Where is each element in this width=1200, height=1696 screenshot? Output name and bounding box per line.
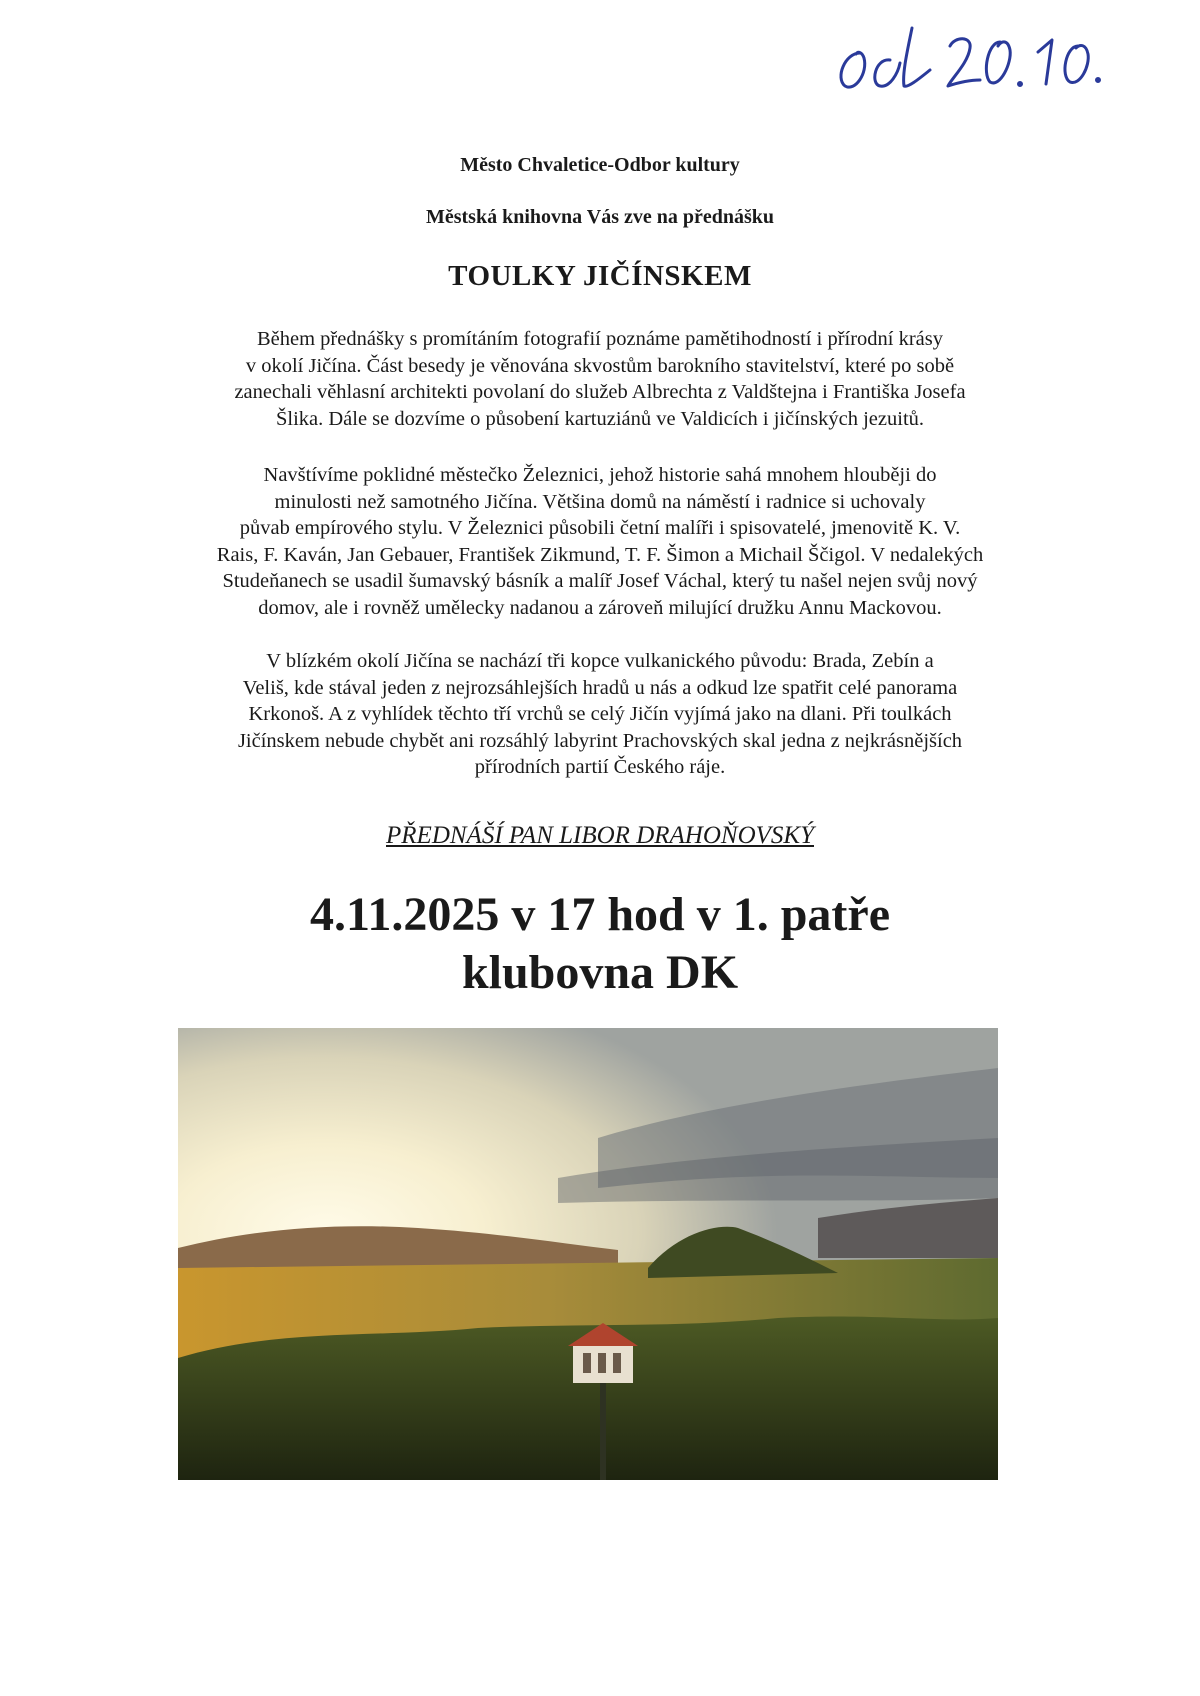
event-datetime (0, 886, 1200, 1002)
paragraph-line: Navštívíme poklidné městečko Železnici, jehož historie sahá mnohem hlouběji do (263, 464, 937, 486)
paragraph-line: V blízkém okolí Jičína se nachází tři kopce vulkanického původu: Brada, Zebín a (266, 650, 934, 672)
paragraph-line: Veliš, kde stával jeden z nejrozsáhlejších hradů u nás a odkud lze spatřit celé panorama (242, 676, 958, 699)
event-date-time: 4.11.2025 v 17 hod v 1. patře (309, 888, 891, 941)
paragraph-line: Krkonoš. A z vyhlídek těchto tří vrchů se celý Jičín vyjímá jako na dlani. Při toulkách (248, 703, 952, 725)
paragraph-line: Jičínskem nebude chybět ani rozsáhlý labyrint Prachovských skal jedna z nejkrásnějších (237, 729, 963, 752)
landscape-image (178, 1028, 998, 1480)
handwritten-date-icon (820, 18, 1140, 98)
lecturer-name: PŘEDNÁŠÍ PAN LIBOR DRAHOŇOVSKÝ (386, 822, 814, 849)
paragraph-line: přírodních partií Českého ráje. (474, 756, 726, 778)
paragraph-1 (160, 326, 1040, 432)
paragraph-line: Během přednášky s promítáním fotografií poznáme pamětihodností i přírodní krásy (256, 328, 944, 350)
paragraph-line: Studeňanech se usadil šumavský básník a malíř Josef Váchal, který tu našel nejen svůj nový (222, 570, 978, 592)
organization-name: Město Chvaletice-Odbor kultury (460, 154, 740, 176)
paragraph-3 (160, 648, 1040, 781)
handwritten-note (820, 18, 1140, 98)
paragraph-2 (160, 462, 1040, 621)
invitation-line: Městská knihovna Vás zve na přednášku (425, 206, 775, 228)
paragraph-line: Rais, F. Kaván, Jan Gebauer, František Zikmund, T. F. Šimon a Michail Ščigol. V nedalekých (216, 543, 984, 566)
landscape-photo (178, 1028, 998, 1480)
paragraph-line: minulosti než samotného Jičína. Většina domů na náměstí i radnice si uchovaly (274, 490, 926, 513)
paragraph-line: Šlika. Dále se dozvíme o působení kartuziánů ve Valdicích i jičínských jezuitů. (275, 407, 925, 430)
paragraph-line: půvab empírového stylu. V Železnici působili četní malíři i spisovatelé, jmenovitě K. V. (239, 517, 961, 539)
paragraph-line: v okolí Jičína. Část besedy je věnována skvostům barokního stavitelství, které po sobě (245, 354, 955, 377)
paragraph-line: zanechali věhlasní architekti povolaní do služeb Albrechta z Valdštejna i Františka Josefa (234, 381, 966, 403)
paragraph-line: domov, ale i rovněž umělecky nadanou a zároveň milující družku Annu Mackovou. (258, 596, 942, 619)
lecture-title: TOULKY JIČÍNSKEM (448, 260, 752, 292)
event-location: klubovna DK (461, 946, 739, 999)
